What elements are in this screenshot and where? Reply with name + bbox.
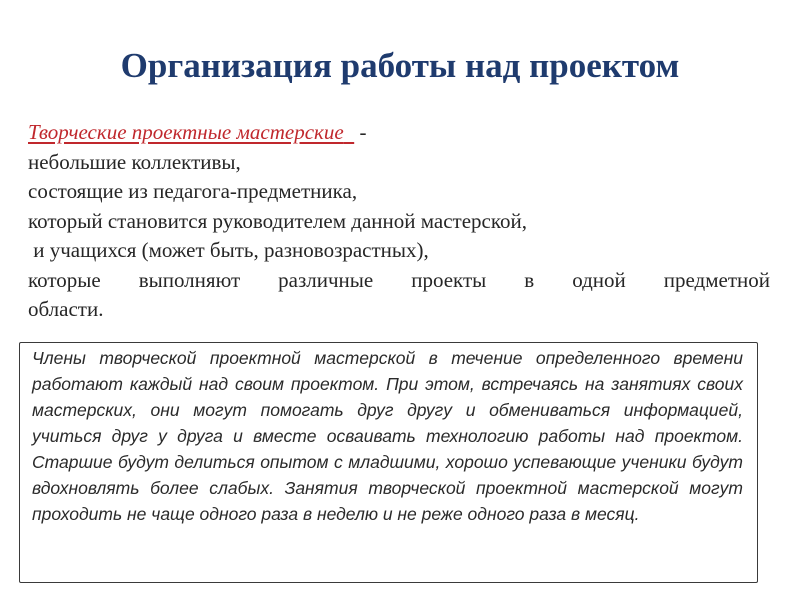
definition-line-3: который становится руководителем данной мастерской, bbox=[28, 208, 527, 233]
definition-line-2: состоящие из педагога-предметника, bbox=[28, 179, 358, 203]
definition-dash: - bbox=[359, 120, 367, 144]
note-box bbox=[19, 342, 758, 583]
term-underline-gap bbox=[344, 120, 355, 144]
definition-term-line bbox=[28, 118, 770, 148]
definition-block bbox=[28, 118, 770, 325]
definition-line-5: которые выполняют различные проекты в одной предметной bbox=[28, 267, 770, 292]
note-text: Члены творческой проектной мастерской в течение определенного времени работают каждый над своим проектом. При этом, встречаясь на занятиях своих мастерских, они могут помогать друг другу и обмениваться информацией, учиться друг у друга и вместе осваивать технологию работы над проектом. Старшие будут делиться опытом с младшими, хорошо успевающие ученики будут вдохновлять более слабых. Занятия творческой проектной мастерской могут проходить не чаще одного раза в неделю и не реже одного раза в месяц. bbox=[32, 348, 743, 524]
slide-title: Организация работы над проектом bbox=[120, 46, 680, 85]
definition-line-1: небольшие коллективы, bbox=[28, 149, 241, 174]
definition-term: Творческие проектные мастерские bbox=[28, 120, 344, 144]
definition-line-4: и учащихся (может быть, разновозрастных), bbox=[28, 238, 429, 262]
definition-line-6: области. bbox=[28, 297, 104, 321]
